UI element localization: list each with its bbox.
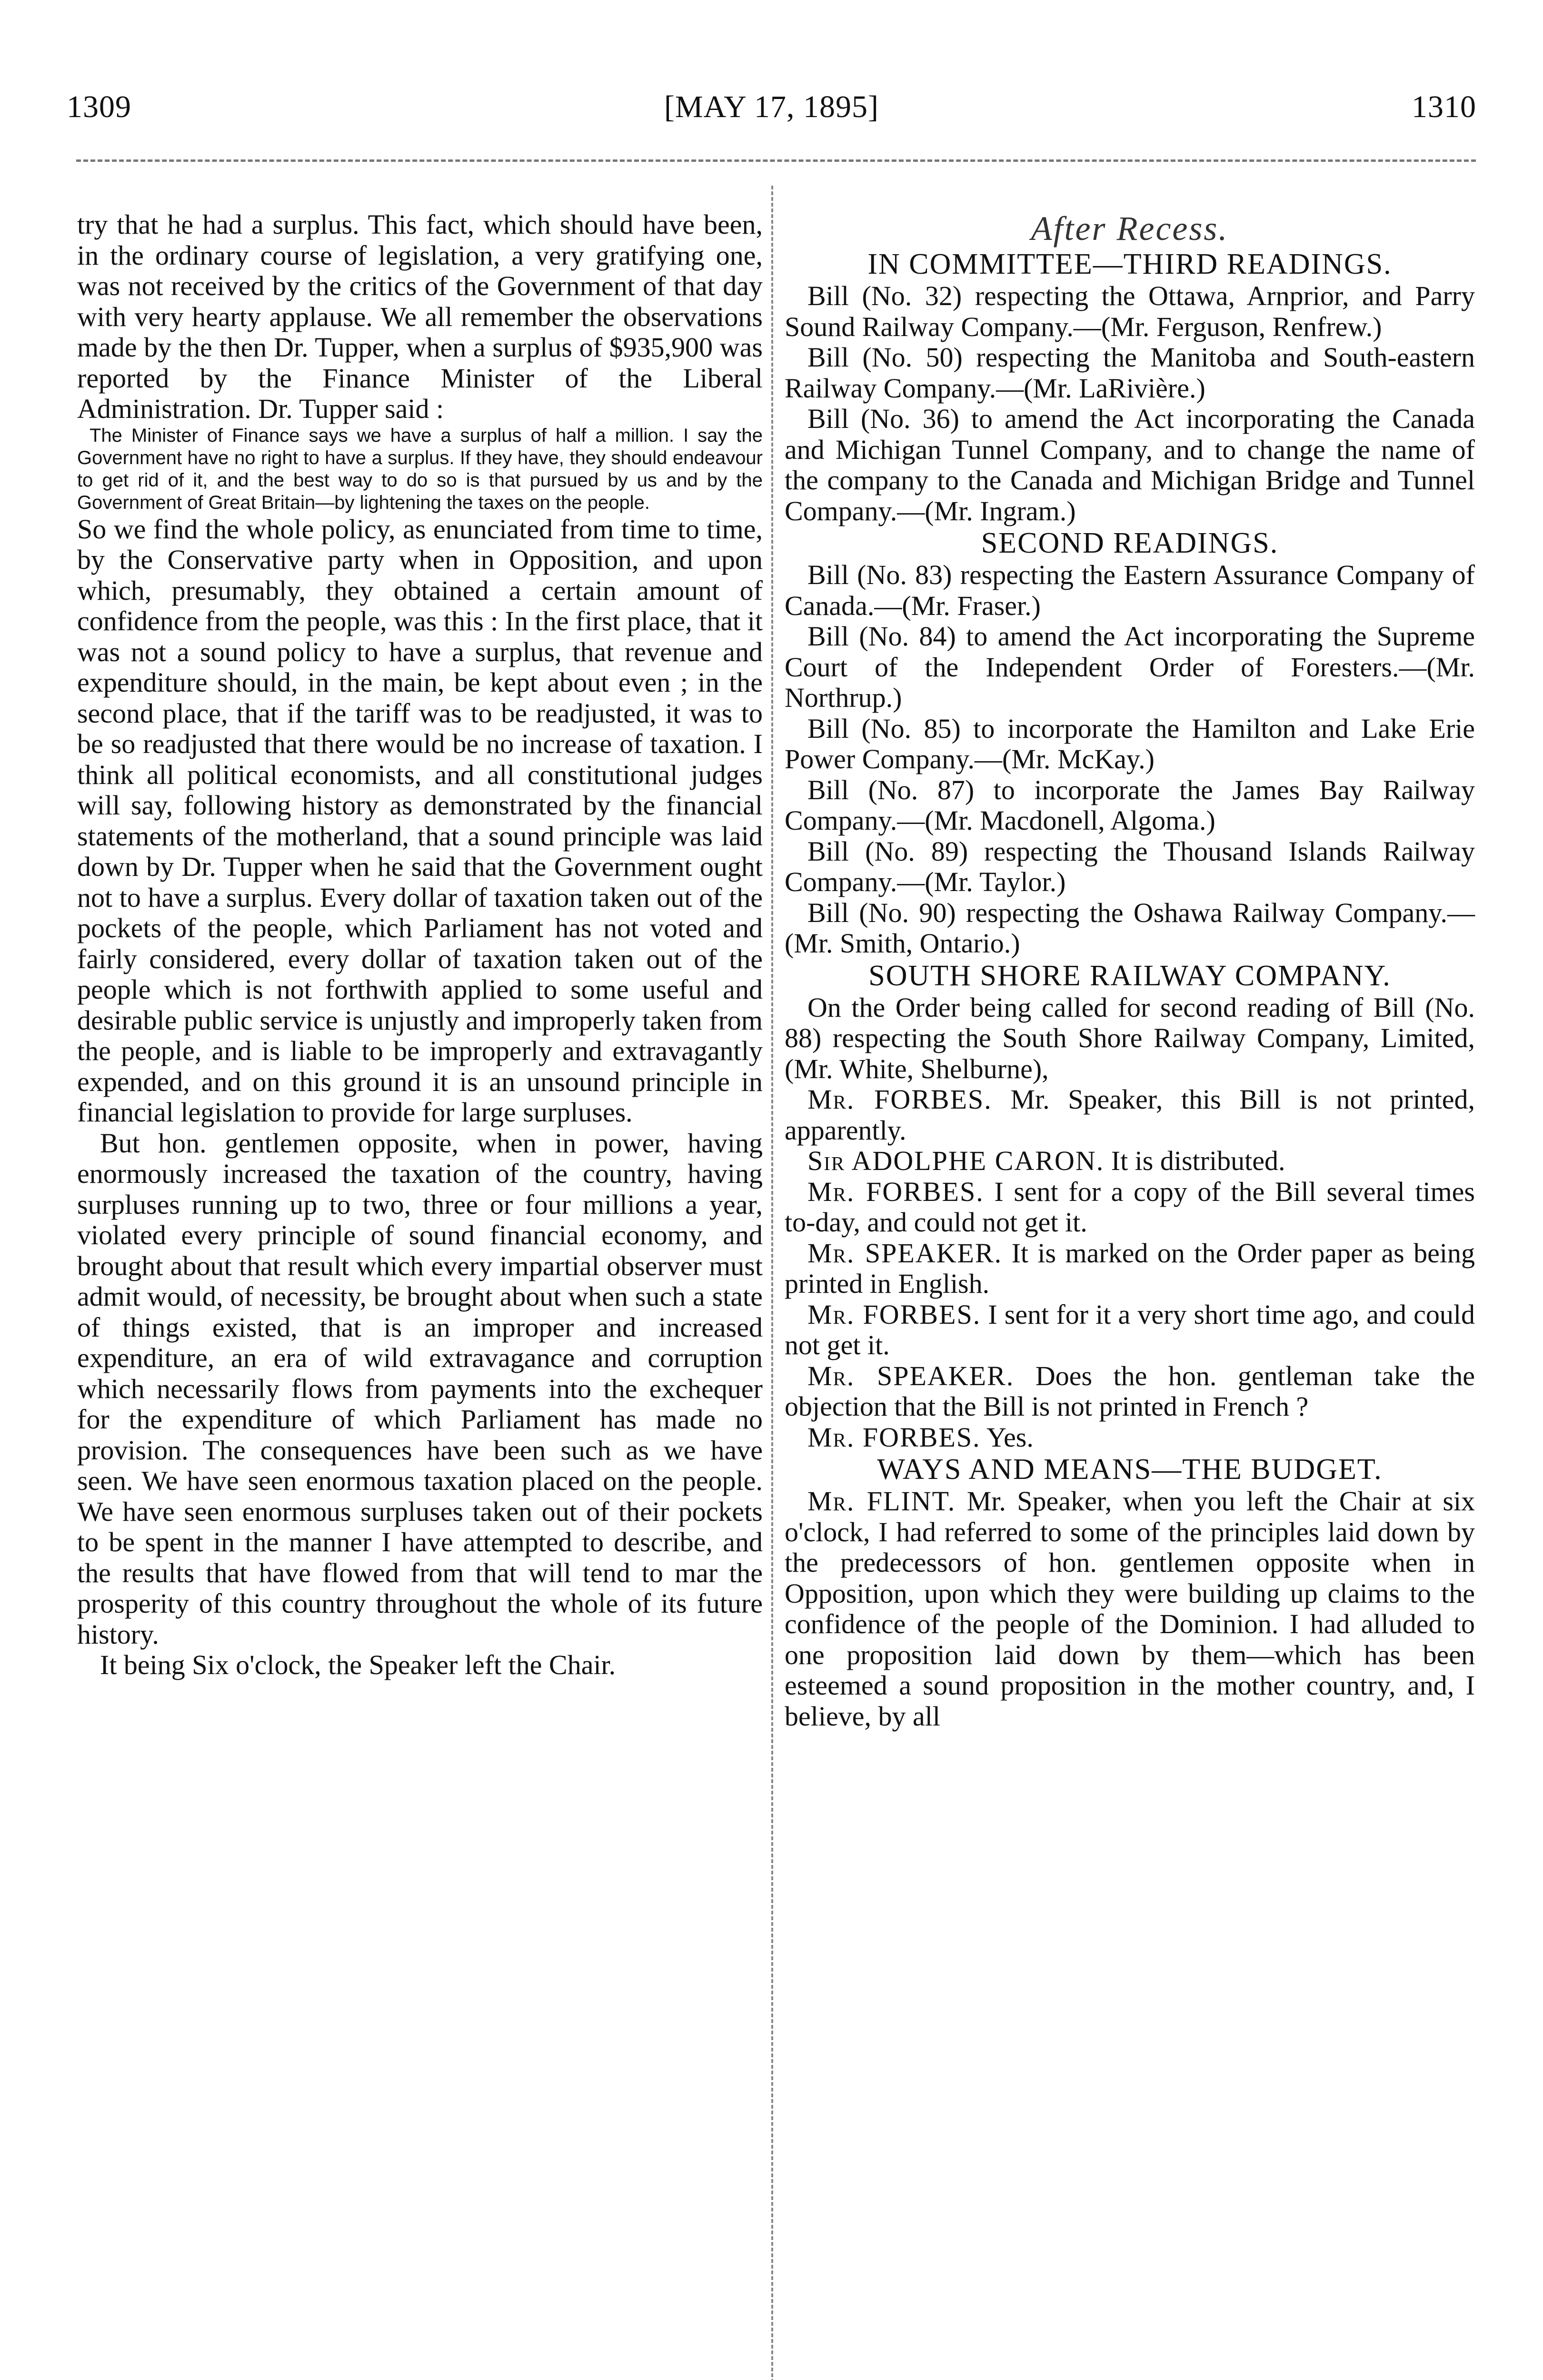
bill-item: Bill (No. 83) respecting the Eastern Assurance Company of Canada.—(Mr. Fraser.) bbox=[785, 559, 1475, 621]
speaker-name: Mr. SPEAKER. bbox=[807, 1237, 1003, 1269]
speaker-name: Mr. FORBES. bbox=[807, 1299, 981, 1330]
paragraph-six-oclock: It being Six o'clock, the Speaker left the Chair. bbox=[100, 1649, 616, 1680]
speech-item bbox=[785, 1146, 1475, 1177]
paragraph-tupper-surplus: try that he had a surplus. This fact, which should have been, in the ordinary course of legislation, a very gratifying one, was not received by the critics of the Government of that day with very hearty applause. We all remember the observations made by the then Dr. Tupper, when a surplus of $935,900 was reported by the Finance Minister of the Liberal Administration. Dr. Tupper said : bbox=[77, 209, 763, 424]
south-shore-heading: SOUTH SHORE RAILWAY COMPANY. bbox=[868, 959, 1391, 992]
speaker-exchange bbox=[785, 1084, 1475, 1453]
speech-item bbox=[785, 1238, 1475, 1299]
page-date: [MAY 17, 1895] bbox=[664, 89, 879, 124]
speaker-name: Mr. FORBES. bbox=[807, 1176, 984, 1207]
bill-item: Bill (No. 50) respecting the Manitoba and South-eastern Railway Company.—(Mr. LaRivière.) bbox=[785, 342, 1475, 404]
right-column bbox=[785, 209, 1475, 1732]
left-column bbox=[77, 209, 763, 1681]
second-readings-list bbox=[785, 560, 1475, 959]
bill-item: Bill (No. 90) respecting the Oshawa Railway Company.—(Mr. Smith, Ontario.) bbox=[785, 897, 1475, 959]
speech-item bbox=[785, 1361, 1475, 1422]
paragraph-conservative-policy: So we find the whole policy, as enunciated from time to time, by the Conservative party when in Opposition, and upon which, presumably, they obtained a certain amount of confidence from the people, was this : In the first place, that it was not a sound policy to have a surplus, that revenue and expenditure should, in the main, be kept about even ; in the second place, that if the tariff was to be readjusted, it was to be so readjusted that there would be no increase of taxation. I think all political economists, and all constitutional judges will say, following history as demonstrated by the financial statements of the motherland, that a sound principle was laid down by Dr. Tupper when he said that the Government ought not to have a surplus. Every dollar of taxation taken out of the pockets of the people, which Parliament has not voted and fairly considered, every dollar of taxation taken out of the people which is not forthwith applied to some useful and desirable public service is unjustly and improperly taken from the people, and is liable to be improperly and extravagantly expended, and on this ground it is an unsound principle in financial legislation to provide for large surpluses. bbox=[77, 513, 763, 1128]
speaker-name: Mr. SPEAKER. bbox=[807, 1360, 1015, 1391]
bill-item: Bill (No. 85) to incorporate the Hamilton and Lake Erie Power Company.—(Mr. McKay.) bbox=[785, 713, 1475, 774]
speaker-name: Mr. FORBES. bbox=[807, 1421, 981, 1453]
speech-item bbox=[785, 1422, 1475, 1453]
south-shore-intro: On the Order being called for second reading of Bill (No. 88) respecting the South Shore Railway Company, Limited, (Mr. White, Shelburne), bbox=[785, 992, 1475, 1084]
bill-item: Bill (No. 87) to incorporate the James Bay Railway Company.—(Mr. Macdonell, Algoma.) bbox=[785, 774, 1475, 836]
paragraph-hon-gentlemen-opposite: But hon. gentlemen opposite, when in power, having enormously increased the taxation of the country, having surpluses running up to two, three or four millions a year, violated every principle of sound financial economy, and brought about that result which every impartial observer must admit would, of necessity, be brought about when such a state of things existed, that is an improper and increased expenditure, an era of wild extravagance and corruption which necessarily flows from payments into the exchequer for the expenditure of which Parliament has made no provision. The consequences have been such as we have seen. We have seen enormous taxation placed on the people. We have seen enormous surpluses taken out of their pockets to be spent in the manner I have attempted to describe, and the results that have flowed from that will tend to mar the prosperity of this country throughout the whole of its future history. bbox=[77, 1127, 763, 1650]
budget-heading: WAYS AND MEANS—THE BUDGET. bbox=[877, 1453, 1383, 1486]
bill-item: Bill (No. 36) to amend the Act incorporating the Canada and Michigan Tunnel Company, and to change the name of the company to the Canada and Michigan Bridge and Tunnel Company.—(Mr. Ingram.) bbox=[785, 403, 1475, 526]
budget-speech bbox=[785, 1486, 1475, 1732]
column-divider bbox=[771, 186, 773, 2380]
page-number-left: 1309 bbox=[67, 89, 131, 124]
speech-text: I sent for it a very short time ago, and could not get it. bbox=[785, 1299, 1475, 1360]
speaker-name: Sir ADOLPHE CARON. bbox=[807, 1145, 1105, 1176]
speech-item bbox=[785, 1177, 1475, 1238]
quotation-tupper: The Minister of Finance says we have a surplus of half a million. I say the Government have no right to have a surplus. If they have, they should endeavour to get rid of it, and the best way to do so is that pursued by us and by the Government of Great Britain—by lightening the taxes on the people. bbox=[77, 425, 763, 513]
bill-item: Bill (No. 32) respecting the Ottawa, Arnprior, and Parry Sound Railway Company.—(Mr. Ferguson, Renfrew.) bbox=[785, 280, 1475, 342]
header-rule bbox=[76, 159, 1476, 162]
after-recess-heading: After Recess. bbox=[1031, 209, 1229, 248]
speech-item bbox=[785, 1299, 1475, 1361]
speech-item bbox=[785, 1084, 1475, 1146]
third-readings-heading: IN COMMITTEE—THIRD READINGS. bbox=[867, 248, 1392, 280]
speech-text: Yes. bbox=[986, 1421, 1034, 1453]
page-number-right: 1310 bbox=[1412, 89, 1476, 124]
speech-text: Mr. Speaker, when you left the Chair at six o'clock, I had referred to some of the principles laid down by the predecessors of hon. gentlemen opposite when in Opposition, upon which they were building up claims to the confidence of the people of the Dominion. I had alluded to one proposition laid down by them—which has been esteemed a sound proposition in the mother country, and, I believe, by all bbox=[785, 1486, 1475, 1732]
speech-text: Mr. Speaker, this Bill is not printed, apparently. bbox=[785, 1084, 1475, 1146]
bill-item: Bill (No. 84) to amend the Act incorporating the Supreme Court of the Independent Order of Foresters.—(Mr. Northrup.) bbox=[785, 621, 1475, 713]
speech-text: I sent for a copy of the Bill several times to-day, and could not get it. bbox=[785, 1176, 1475, 1238]
speech-text: It is distributed. bbox=[1111, 1145, 1285, 1176]
bill-item: Bill (No. 89) respecting the Thousand Islands Railway Company.—(Mr. Taylor.) bbox=[785, 835, 1475, 897]
speaker-name: Mr. FORBES. bbox=[807, 1084, 992, 1115]
third-readings-list bbox=[785, 281, 1475, 526]
speaker-name: Mr. FLINT. bbox=[807, 1486, 956, 1517]
speech-text: Does the hon. gentleman take the objection that the Bill is not printed in French ? bbox=[785, 1360, 1475, 1422]
speech-text: It is marked on the Order paper as being printed in English. bbox=[785, 1237, 1475, 1299]
second-readings-heading: SECOND READINGS. bbox=[981, 527, 1279, 559]
